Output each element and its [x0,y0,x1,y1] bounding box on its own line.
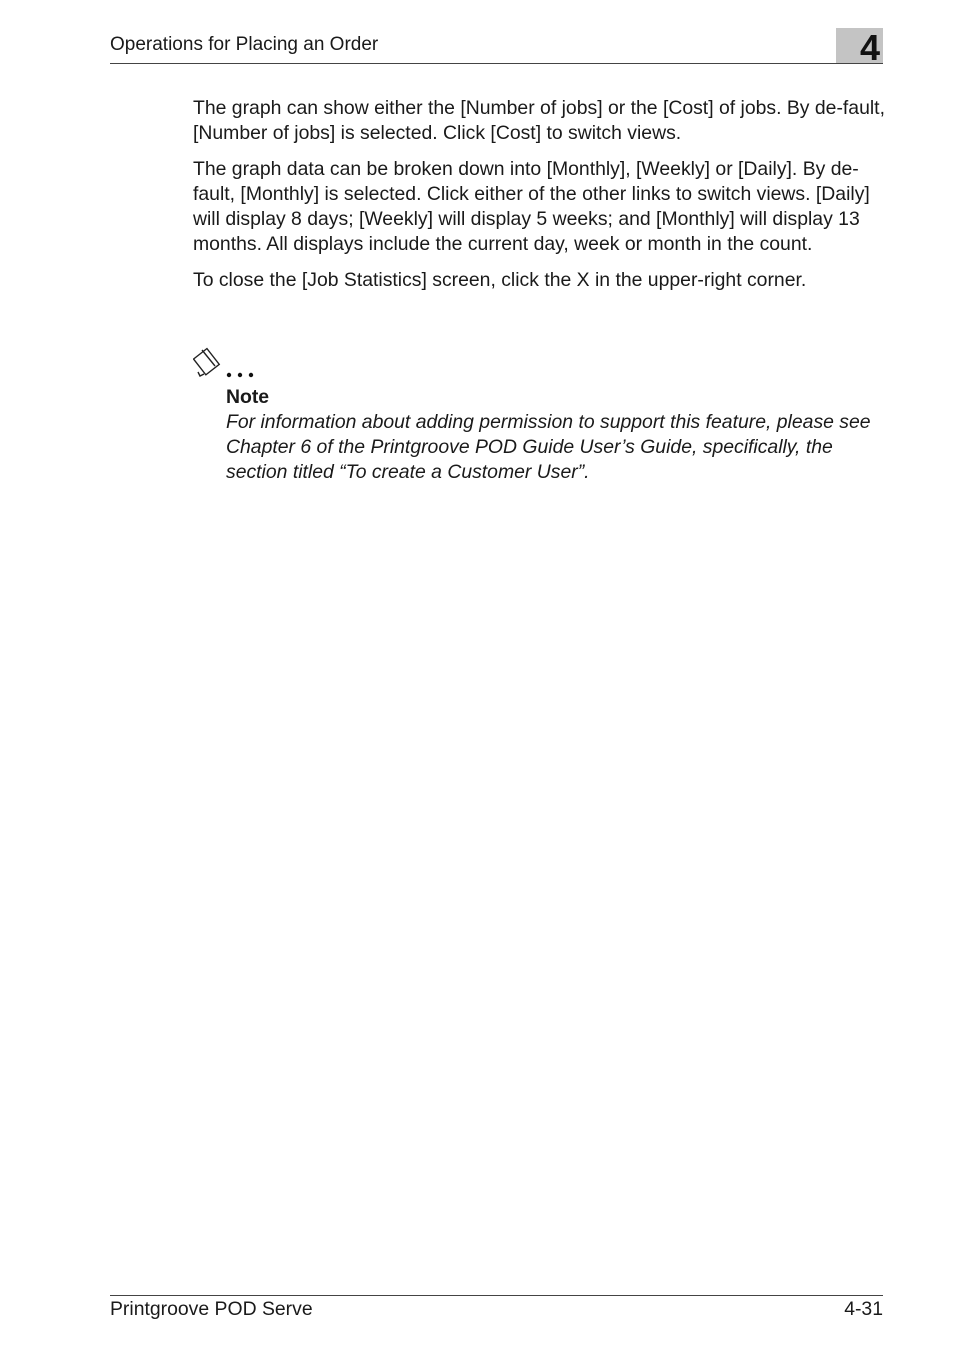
footer-page-number: 4-31 [844,1298,883,1320]
footer-product: Printgroove POD Serve [110,1298,313,1320]
paragraph-close: To close the [Job Statistics] screen, click the X in the upper-right corner. [193,269,807,291]
paragraph-graph-view: The graph can show either the [Number of jobs] or the [Cost] of jobs. By de-fault, [Number of jobs] is selected. Click [Cost] to switch views. [193,97,885,144]
page-header [110,27,883,68]
chapter-number: 4 [859,27,880,68]
note-text: For information about adding permission to support this feature, please see Chapter 6 of the Printgroove POD Guide User’s Guide, specifically, the section titled “To create a Customer User”. [226,411,871,483]
page-footer [110,1295,883,1326]
note-label: Note [226,386,270,408]
chapter-tab [836,27,883,68]
paragraph-breakdown: The graph data can be broken down into [Monthly], [Weekly] or [Daily]. By de-fault, [Monthly] is selected. Click either of the other links to switch views. [Daily] will display 8 days; [Weekly] will display 5 weeks; and [Monthly] will display 13 months. All displays include the current day, week or month in the count. [193,158,870,255]
pencil-note-icon [193,342,263,378]
note-block [226,385,886,485]
body-content [193,96,885,304]
header-title: Operations for Placing an Order [110,34,379,55]
